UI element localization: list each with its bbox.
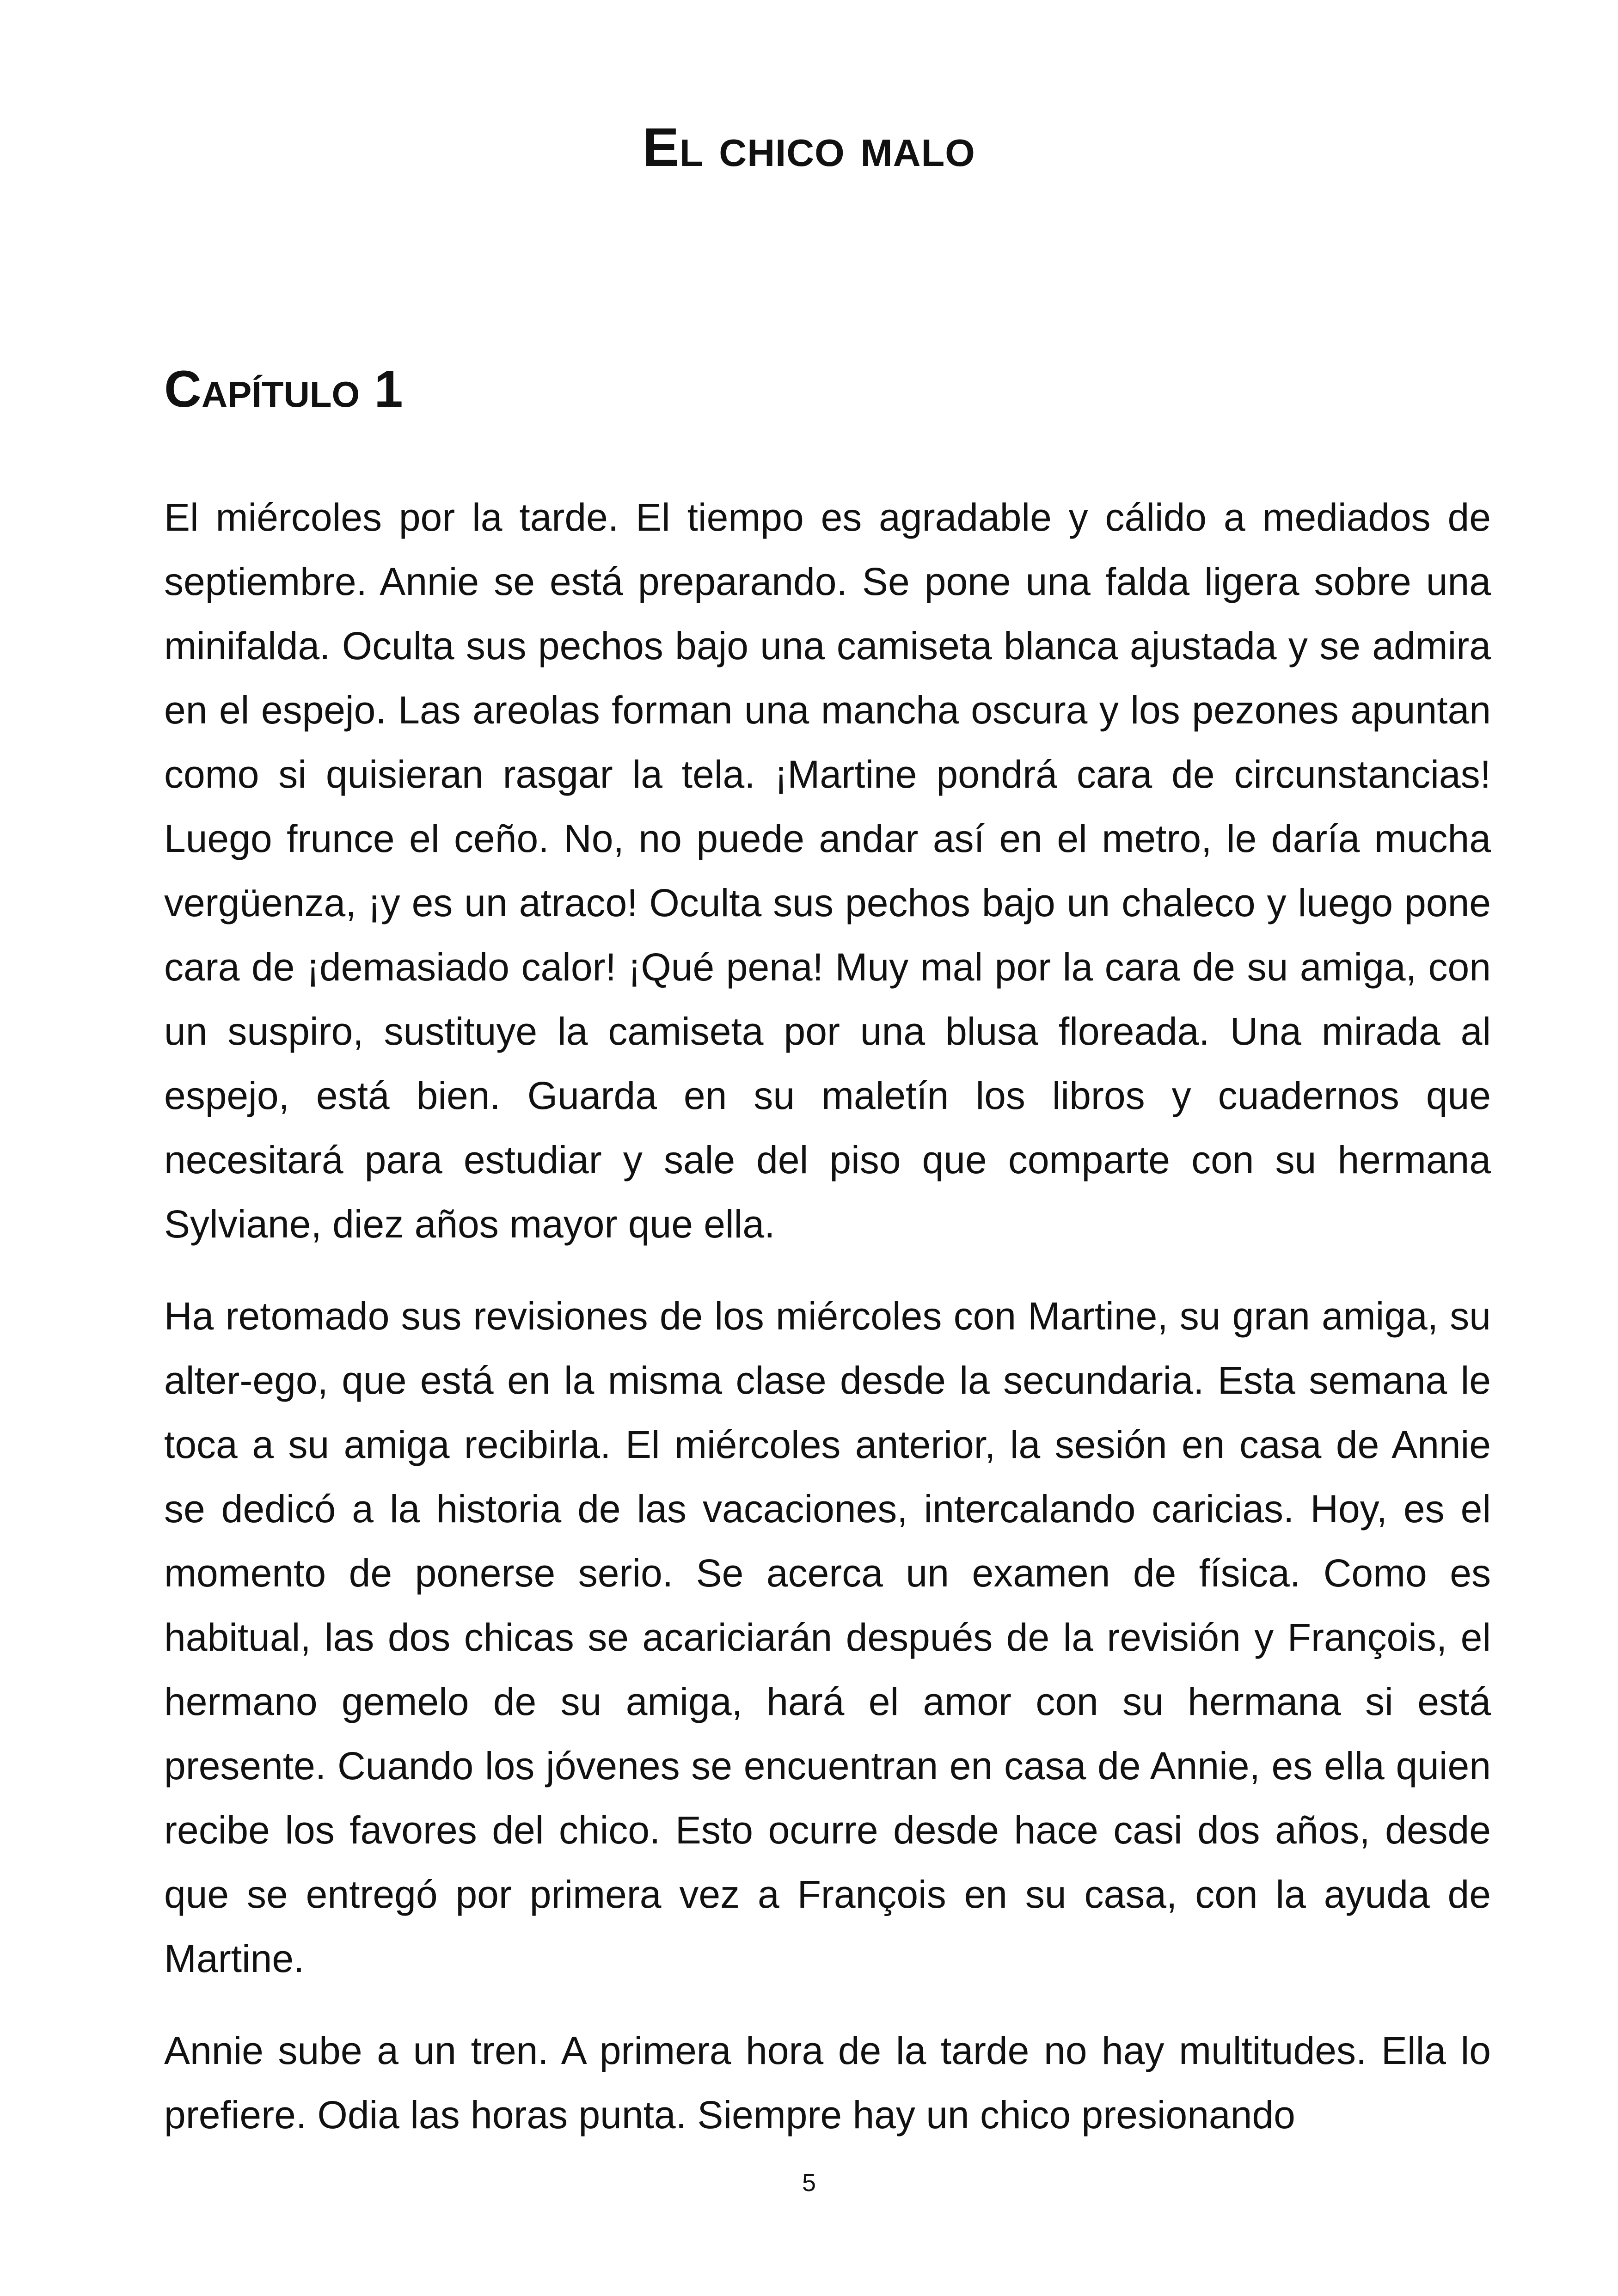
body-text [164,485,1491,2175]
chapter-title: Capítulo 1 [164,360,403,418]
book-title: El chico malo [643,117,975,178]
paragraph: Ha retomado sus revisiones de los miércoles con Martine, su gran amiga, su alter-ego, que está en la misma clase desde la secundaria. Esta semana le toca a su amiga recibirla. El miércoles anterior, la sesión en casa de Annie se dedicó a la historia de las vacaciones, intercalando caricias. Hoy, es el momento de ponerse serio. Se acerca un examen de física. Como es habitual, las dos chicas se acariciarán después de la revisión y François, el hermano gemelo de su amiga, hará el amor con su hermana si está presente. Cuando los jóvenes se encuentran en casa de Annie, es ella quien recibe los favores del chico. Esto ocurre desde hace casi dos años, desde que se entregó por primera vez a François en su casa, con la ayuda de Martine. [164,1294,1491,1980]
paragraph: El miércoles por la tarde. El tiempo es agradable y cálido a mediados de septiembre. Annie se está preparando. Se pone una falda ligera sobre una minifalda. Oculta sus pechos bajo una camiseta blanca ajustada y se admira en el espejo. Las areolas forman una mancha oscura y los pezones apuntan como si quisieran rasgar la tela. ¡Martine pondrá cara de circunstancias! Luego frunce el ceño. No, no puede andar así en el metro, le daría mucha vergüenza, ¡y es un atraco! Oculta sus pechos bajo un chaleco y luego pone cara de ¡demasiado calor! ¡Qué pena! Muy mal por la cara de su amiga, con un suspiro, sustituye la camiseta por una blusa floreada. Una mirada al espejo, está bien. Guarda en su maletín los libros y cuadernos que necesitará para estudiar y sale del piso que comparte con su hermana Sylviane, diez años mayor que ella. [164,496,1491,1246]
paragraph: Annie sube a un tren. A primera hora de la tarde no hay multitudes. Ella lo prefiere. Odia las horas punta. Siempre hay un chico presionando [164,2029,1491,2137]
page-number: 5 [802,2169,816,2197]
